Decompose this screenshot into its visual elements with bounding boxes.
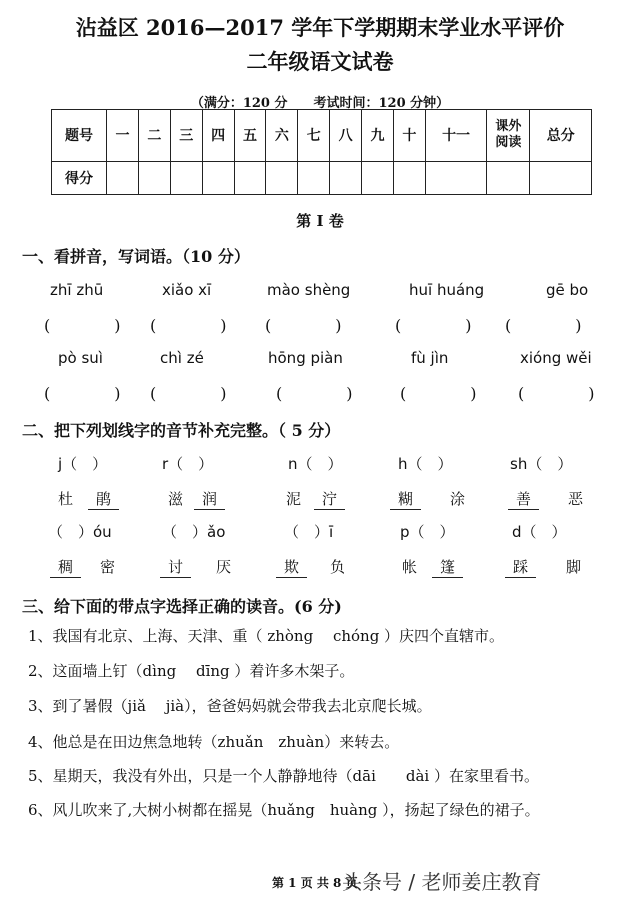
answer-blank[interactable]: ( ) bbox=[276, 384, 353, 403]
underlined-char: 踩 bbox=[505, 556, 536, 578]
score-blank[interactable] bbox=[234, 161, 266, 194]
question-item: 1、我国有北京、上海、天津、重（ zhòng chóng ）庆四个直辖市。 bbox=[28, 627, 505, 645]
word-char: 负 bbox=[330, 558, 346, 576]
pinyin: xiǎo xī bbox=[162, 281, 212, 299]
word-char: 帐 bbox=[402, 558, 418, 576]
pinyin: fù jìn bbox=[411, 349, 449, 367]
extra-reading-line2: 阅读 bbox=[495, 135, 522, 151]
syllable-blank[interactable]: j（ ） bbox=[58, 455, 108, 473]
underlined-char: 鹃 bbox=[88, 488, 119, 510]
answer-blank[interactable]: ( ) bbox=[44, 384, 121, 403]
score-blank[interactable] bbox=[330, 161, 362, 194]
syllable-blank[interactable]: h（ ） bbox=[398, 455, 453, 473]
score-blank[interactable] bbox=[362, 161, 394, 194]
word-char: 脚 bbox=[566, 558, 582, 576]
score-cell: 七 bbox=[298, 110, 330, 162]
underlined-char: 善 bbox=[508, 488, 539, 510]
underlined-char: 讨 bbox=[160, 556, 191, 578]
word-char: 密 bbox=[100, 558, 116, 576]
score-table bbox=[51, 109, 592, 195]
score-cell: 题号 bbox=[52, 110, 107, 162]
score-blank[interactable] bbox=[298, 161, 330, 194]
question-item: 2、这面墙上钉（dìng dīng ）着许多木架子。 bbox=[28, 662, 355, 680]
score-value-row bbox=[52, 161, 592, 194]
score-blank[interactable] bbox=[266, 161, 298, 194]
word-char: 滋 bbox=[168, 490, 184, 508]
underlined-char: 润 bbox=[194, 488, 225, 510]
score-cell: 九 bbox=[362, 110, 394, 162]
score-blank[interactable] bbox=[202, 161, 234, 194]
question-item: 6、风儿吹来了,大树小树都在摇晃（huǎng huàng ），扬起了绿色的裙子。 bbox=[28, 801, 540, 819]
score-blank[interactable] bbox=[487, 161, 530, 194]
score-blank[interactable] bbox=[107, 161, 139, 194]
pinyin: mào shèng bbox=[267, 281, 351, 299]
section3-heading: 三、给下面的带点字选择正确的读音。(6 分) bbox=[22, 597, 342, 616]
word-char: 泥 bbox=[286, 490, 302, 508]
syllable-blank[interactable]: （ ）ī bbox=[284, 523, 334, 541]
syllable-blank[interactable]: p（ ） bbox=[400, 523, 455, 541]
question-item: 4、他总是在田边焦急地转（zhuǎn zhuàn）来转去。 bbox=[28, 733, 400, 751]
answer-blank[interactable]: ( ) bbox=[400, 384, 477, 403]
score-cell: 十一 bbox=[425, 110, 487, 162]
syllable-blank[interactable]: sh（ ） bbox=[510, 455, 573, 473]
question-item: 5、星期天，我没有外出，只是一个人静静地待（dāi dài ）在家里看书。 bbox=[28, 767, 539, 785]
answer-blank[interactable]: ( ) bbox=[150, 316, 227, 335]
syllable-blank[interactable]: r（ ） bbox=[162, 455, 214, 473]
exam-subtitle: 二年级语文试卷 bbox=[246, 49, 394, 74]
pinyin: pò suì bbox=[58, 349, 103, 367]
extra-reading-line1: 课外 bbox=[495, 119, 522, 135]
pinyin: hōng piàn bbox=[268, 349, 343, 367]
pinyin: huī huáng bbox=[409, 281, 485, 299]
word-char: 恶 bbox=[568, 490, 584, 508]
total-cell: 总分 bbox=[530, 110, 592, 162]
score-header-row bbox=[52, 110, 592, 162]
word-char: 涂 bbox=[450, 490, 466, 508]
score-cell: 四 bbox=[202, 110, 234, 162]
exam-info: （满分：120 分 考试时间：120 分钟） bbox=[190, 96, 450, 111]
score-cell: 三 bbox=[170, 110, 202, 162]
score-blank[interactable] bbox=[425, 161, 487, 194]
underlined-char: 糊 bbox=[390, 488, 421, 510]
score-cell: 六 bbox=[266, 110, 298, 162]
underlined-char: 稠 bbox=[50, 556, 81, 578]
syllable-blank[interactable]: （ ）ǎo bbox=[162, 523, 226, 541]
answer-blank[interactable]: ( ) bbox=[518, 384, 595, 403]
syllable-blank[interactable]: （ ）óu bbox=[48, 523, 112, 541]
syllable-blank[interactable]: d（ ） bbox=[512, 523, 567, 541]
score-cell: 五 bbox=[234, 110, 266, 162]
syllable-blank[interactable]: n（ ） bbox=[288, 455, 343, 473]
score-cell: 十 bbox=[393, 110, 425, 162]
pinyin: chì zé bbox=[160, 349, 204, 367]
answer-blank[interactable]: ( ) bbox=[265, 316, 342, 335]
question-item: 3、到了暑假（jiǎ jià），爸爸妈妈就会带我去北京爬长城。 bbox=[28, 697, 432, 715]
score-label-cell: 得分 bbox=[52, 161, 107, 194]
word-char: 厌 bbox=[216, 558, 232, 576]
answer-blank[interactable]: ( ) bbox=[395, 316, 472, 335]
answer-blank[interactable]: ( ) bbox=[505, 316, 582, 335]
exam-title: 沾益区 2016—2017 学年下学期期末学业水平评价 bbox=[75, 15, 565, 40]
underlined-char: 欺 bbox=[276, 556, 307, 578]
watermark: 头条号 / 老师姜庄教育 bbox=[342, 870, 542, 894]
answer-blank[interactable]: ( ) bbox=[44, 316, 121, 335]
underlined-char: 泞 bbox=[314, 488, 345, 510]
underlined-char: 篷 bbox=[432, 556, 463, 578]
section1-heading: 一、看拼音，写词语。（10 分） bbox=[22, 247, 250, 266]
page-number: 第 1 页 共 8 页 bbox=[272, 876, 358, 890]
pinyin: zhī zhū bbox=[50, 281, 104, 299]
score-cell: 二 bbox=[138, 110, 170, 162]
pinyin: gē bo bbox=[546, 281, 589, 299]
pinyin: xióng wěi bbox=[520, 349, 592, 367]
score-blank[interactable] bbox=[138, 161, 170, 194]
volume-label: 第 I 卷 bbox=[296, 212, 344, 230]
answer-blank[interactable]: ( ) bbox=[150, 384, 227, 403]
extra-reading-cell bbox=[487, 110, 530, 162]
score-blank[interactable] bbox=[170, 161, 202, 194]
score-blank[interactable] bbox=[530, 161, 592, 194]
score-cell: 一 bbox=[107, 110, 139, 162]
score-cell: 八 bbox=[330, 110, 362, 162]
section2-heading: 二、把下列划线字的音节补充完整。（ 5 分） bbox=[22, 421, 341, 440]
score-blank[interactable] bbox=[393, 161, 425, 194]
word-char: 杜 bbox=[58, 490, 74, 508]
